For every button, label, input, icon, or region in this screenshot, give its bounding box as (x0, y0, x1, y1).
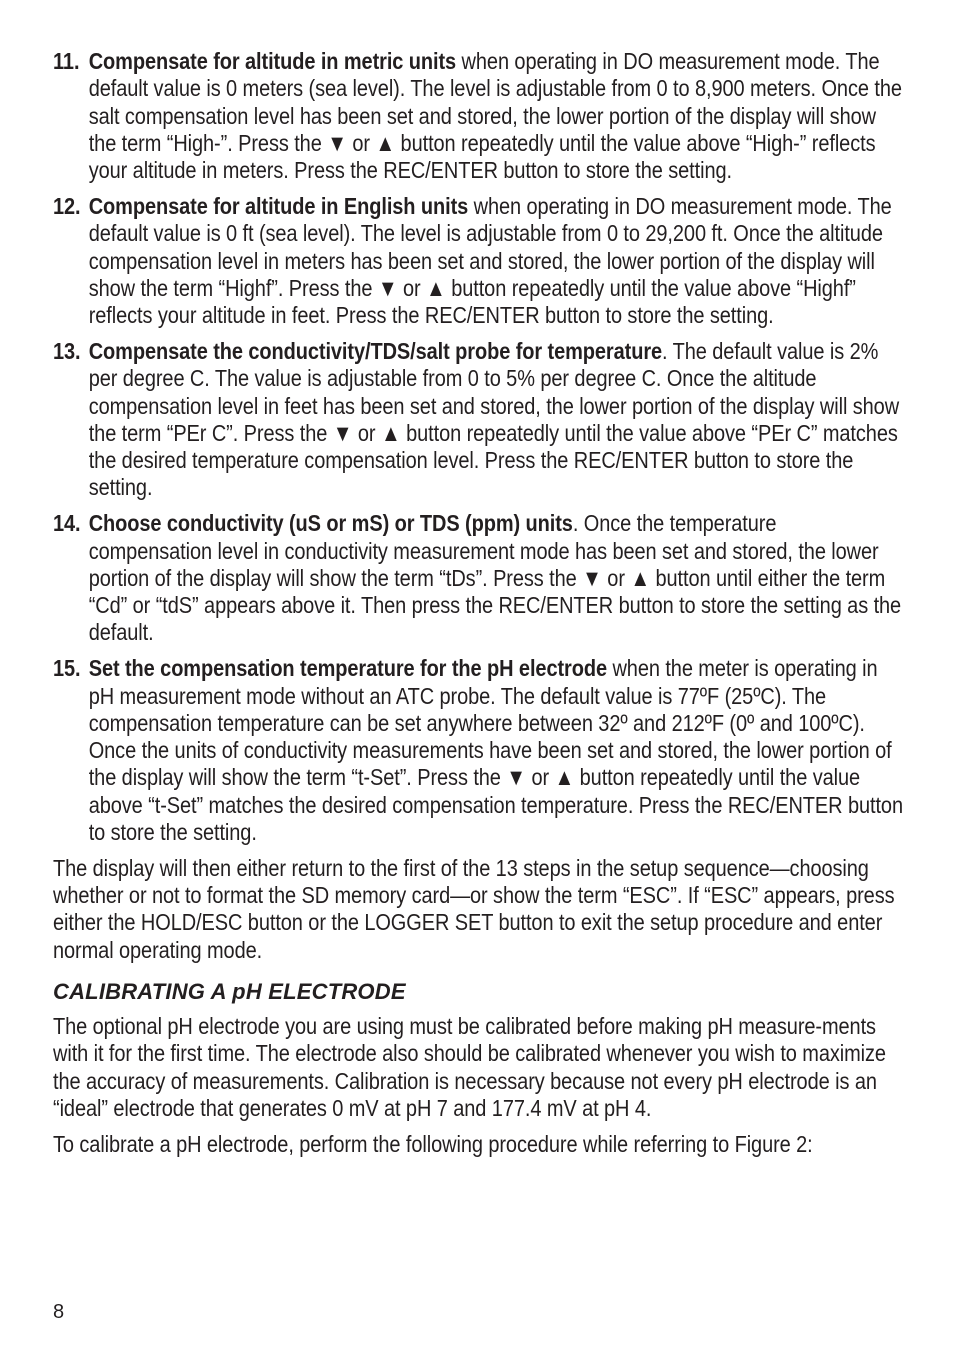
step-number: 11. (53, 48, 80, 74)
step-number: 12. (53, 192, 81, 219)
step-body (89, 48, 903, 184)
step-text: . Once the temperature compensation level in conductivity measurement mode has been set and stored, the lower portion of the display will show the term “tDs”. Press the ▼ or ▲ button until either the term “Cd” or “tdS” appears above it. Then press the REC/ENTER button to store the setting as the default. (88, 510, 902, 646)
setup-step-12 (53, 193, 903, 329)
step-body (89, 655, 903, 846)
calibration-procedure-paragraph: To calibrate a pH electrode, perform the following procedure while referring to Figure 2: (53, 1131, 813, 1158)
section-heading: CALIBRATING A pH ELECTRODE (53, 979, 406, 1004)
step-text: when operating in DO measurement mode. The default value is 0 meters (sea level). The level is adjustable from 0 to 8,900 meters. Once the salt compensation level has been set and stored, the lower portion of the display will show the term “High-”. Press the ▼ or ▲ button repeatedly until the value above “High-” reflects your altitude in meters. Press the REC/ENTER button to store the setting. (88, 48, 902, 184)
step-body (89, 510, 903, 646)
page-number: 8 (53, 1301, 65, 1323)
text-column (53, 48, 903, 964)
step-body (89, 338, 903, 502)
page-content (53, 48, 903, 1167)
step-number: 13. (53, 337, 81, 364)
setup-step-13 (53, 338, 903, 502)
section-text (53, 1013, 903, 1158)
setup-step-11 (53, 48, 903, 184)
calibration-intro-paragraph: The optional pH electrode you are using must be calibrated before making pH measure-ments with it for the first time. The electrode also should be calibrated whenever you wish to maximize the accuracy of measurements. Calibration is necessary because not every pH electrode is an “ideal” electrode that generates 0 mV at pH 7 and 177.4 mV at pH 4. (53, 1013, 886, 1121)
step-text: . The default value is 2% per degree C. The value is adjustable from 0 to 5% per degree C. Once the altitude compensation level in feet has been set and stored, the lower portion of the display will show the term “PEr C”. Press the ▼ or ▲ button repeatedly until the value above “PEr C” matches the desired temperature compensation level. Press the REC/ENTER button to store the setting. (88, 337, 900, 501)
step-title: Compensate for altitude in metric units (88, 48, 457, 74)
step-title: Choose conductivity (uS or mS) or TDS (ppm) units (88, 510, 573, 537)
step-text: when the meter is operating in pH measurement mode without an ATC probe. The default value is 77ºF (25ºC). The compensation temperature can be set anywhere between 32º and 212ºF (0º and 100ºC). Once the units of conductivity measurements have been set and stored, the lower portion of the display will show the term “t-Set”. Press the ▼ or ▲ button repeatedly until the value above “t-Set” matches the desired compensation temperature. Press the REC/ENTER button to store the setting. (88, 655, 903, 846)
step-title: Compensate for altitude in English units (88, 192, 469, 219)
setup-step-15 (53, 655, 903, 846)
step-number: 14. (53, 510, 81, 537)
step-number: 15. (53, 655, 81, 682)
closing-paragraph: The display will then either return to the first of the 13 steps in the setup sequence—choosing whether or not to format the SD memory card—or show the term “ESC”. If “ESC” appears, press either the HOLD/ESC button or the LOGGER SET button to exit the setup procedure and enter normal operating mode. (53, 854, 895, 963)
setup-step-14 (53, 510, 903, 646)
step-text: when operating in DO measurement mode. The default value is 0 ft (sea level). The level is adjustable from 0 to 29,200 ft. Once the altitude compensation level in meters has been set and stored, the lower portion of the display will show the term “Highf”. Press the ▼ or ▲ button repeatedly until the value above “Highf” reflects your altitude in feet. Press the REC/ENTER button to store the setting. (88, 192, 892, 329)
step-body (89, 193, 903, 329)
step-title: Compensate the conductivity/TDS/salt probe for temperature (88, 337, 663, 364)
step-title: Set the compensation temperature for the pH electrode (88, 655, 607, 682)
